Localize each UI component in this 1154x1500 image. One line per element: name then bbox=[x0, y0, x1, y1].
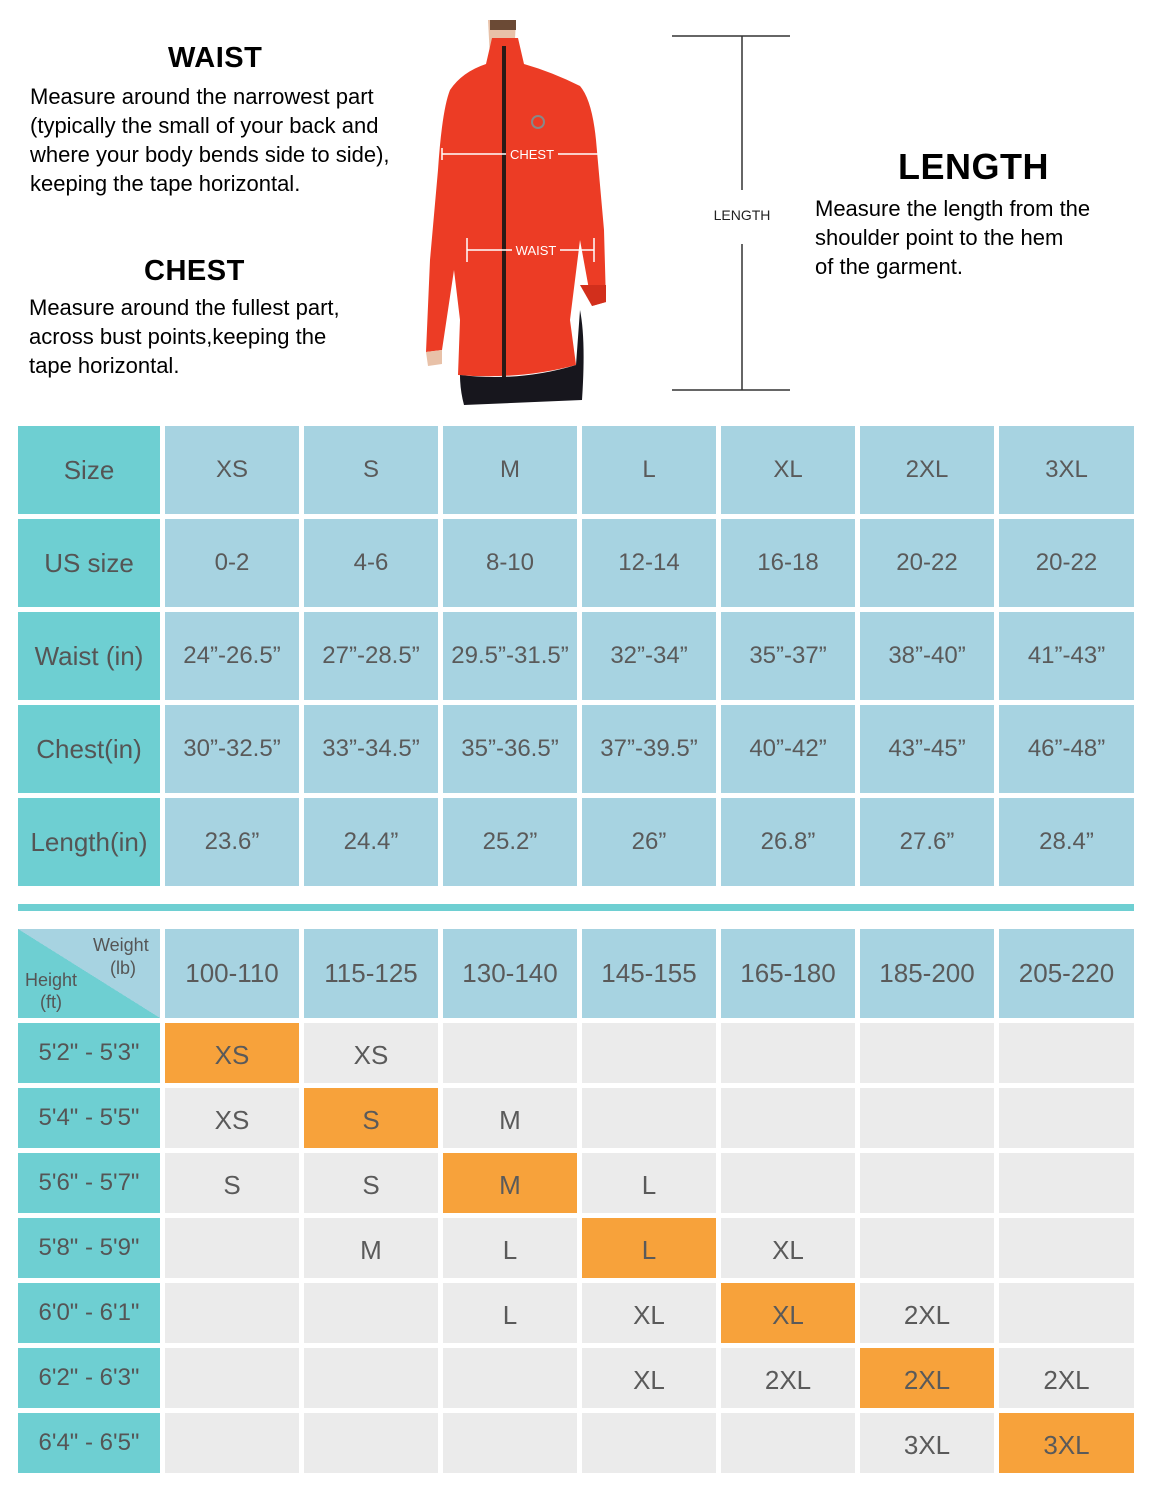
height-row-label: 5'8" - 5'9" bbox=[18, 1218, 160, 1278]
fit-size-cell bbox=[721, 1088, 855, 1148]
length-line: of the garment. bbox=[815, 254, 963, 279]
length-cell: 26.8” bbox=[721, 798, 855, 886]
height-axis-label: Height bbox=[25, 970, 78, 990]
chest-line: Measure around the fullest part, bbox=[29, 295, 340, 320]
waist-cell: 29.5”-31.5” bbox=[443, 612, 577, 700]
us-size-cell: 20-22 bbox=[860, 519, 994, 607]
length-cell: 27.6” bbox=[860, 798, 994, 886]
fit-size-cell: 2XL bbox=[999, 1348, 1134, 1408]
fit-size-cell: XS bbox=[304, 1023, 438, 1083]
fit-size-cell: L bbox=[443, 1218, 577, 1278]
us-size-cell: 20-22 bbox=[999, 519, 1134, 607]
height-unit-label: (ft) bbox=[40, 992, 62, 1012]
height-row-label: 5'6" - 5'7" bbox=[18, 1153, 160, 1213]
length-figure-label: LENGTH bbox=[713, 207, 771, 223]
waist-heading: WAIST bbox=[168, 42, 263, 74]
fit-size-cell: 2XL bbox=[721, 1348, 855, 1408]
fit-size-cell bbox=[165, 1283, 299, 1343]
waist-line: (typically the small of your back and bbox=[30, 113, 379, 138]
length-cell: 23.6” bbox=[165, 798, 299, 886]
weight-column-header: 165-180 bbox=[721, 929, 855, 1018]
length-line: shoulder point to the hem bbox=[815, 225, 1064, 250]
us-size-cell: 16-18 bbox=[721, 519, 855, 607]
waist-figure-label: WAIST bbox=[515, 243, 557, 258]
fit-size-cell bbox=[860, 1218, 994, 1278]
section-divider bbox=[18, 904, 1134, 911]
waist-cell: 27”-28.5” bbox=[304, 612, 438, 700]
height-row-label: 6'4" - 6'5" bbox=[18, 1413, 160, 1473]
waist-cell: 24”-26.5” bbox=[165, 612, 299, 700]
fit-size-cell: L bbox=[582, 1153, 716, 1213]
weight-column-header: 130-140 bbox=[443, 929, 577, 1018]
fit-size-cell bbox=[165, 1218, 299, 1278]
size-header: Size bbox=[18, 426, 160, 514]
waist-line: keeping the tape horizontal. bbox=[30, 171, 301, 196]
size-column-header: XS bbox=[165, 426, 299, 514]
fit-size-cell bbox=[304, 1348, 438, 1408]
height-row-label: 5'4" - 5'5" bbox=[18, 1088, 160, 1148]
fit-chart-table bbox=[18, 929, 1134, 1473]
weight-column-header: 100-110 bbox=[165, 929, 299, 1018]
fit-size-cell bbox=[860, 1088, 994, 1148]
size-column-header: S bbox=[304, 426, 438, 514]
chest-heading: CHEST bbox=[144, 255, 245, 287]
row-label-length: Length(in) bbox=[18, 798, 160, 886]
fit-size-cell bbox=[304, 1413, 438, 1473]
recommended-size-cell: S bbox=[304, 1088, 438, 1148]
fit-size-cell bbox=[999, 1218, 1134, 1278]
row-label-waist: Waist (in) bbox=[18, 612, 160, 700]
size-chart-table bbox=[18, 426, 1134, 886]
fit-size-cell: 3XL bbox=[860, 1413, 994, 1473]
fit-size-cell: S bbox=[165, 1153, 299, 1213]
fit-size-cell: M bbox=[304, 1218, 438, 1278]
size-column-header: 3XL bbox=[999, 426, 1134, 514]
fit-size-cell bbox=[999, 1088, 1134, 1148]
recommended-size-cell: 3XL bbox=[999, 1413, 1134, 1473]
chest-cell: 30”-32.5” bbox=[165, 705, 299, 793]
fit-size-cell bbox=[443, 1413, 577, 1473]
fit-size-cell: XL bbox=[721, 1218, 855, 1278]
chest-cell: 40”-42” bbox=[721, 705, 855, 793]
size-column-header: XL bbox=[721, 426, 855, 514]
recommended-size-cell: 2XL bbox=[860, 1348, 994, 1408]
fit-size-cell bbox=[443, 1348, 577, 1408]
fit-chart-corner bbox=[18, 929, 160, 1018]
waist-line: Measure around the narrowest part bbox=[30, 84, 374, 109]
fit-size-cell: 2XL bbox=[860, 1283, 994, 1343]
fit-size-cell bbox=[165, 1413, 299, 1473]
chest-cell: 37”-39.5” bbox=[582, 705, 716, 793]
length-cell: 26” bbox=[582, 798, 716, 886]
chest-cell: 43”-45” bbox=[860, 705, 994, 793]
height-row-label: 6'2" - 6'3" bbox=[18, 1348, 160, 1408]
row-label-us-size: US size bbox=[18, 519, 160, 607]
chest-cell: 35”-36.5” bbox=[443, 705, 577, 793]
waist-cell: 32”-34” bbox=[582, 612, 716, 700]
length-instructions bbox=[815, 194, 1090, 281]
fit-size-cell: M bbox=[443, 1088, 577, 1148]
fit-size-cell bbox=[443, 1023, 577, 1083]
chest-cell: 33”-34.5” bbox=[304, 705, 438, 793]
jacket-illustration bbox=[420, 20, 630, 408]
fit-size-cell: XL bbox=[582, 1348, 716, 1408]
weight-column-header: 145-155 bbox=[582, 929, 716, 1018]
row-label-chest: Chest(in) bbox=[18, 705, 160, 793]
fit-size-cell bbox=[999, 1283, 1134, 1343]
size-column-header: 2XL bbox=[860, 426, 994, 514]
length-cell: 28.4” bbox=[999, 798, 1134, 886]
waist-cell: 35”-37” bbox=[721, 612, 855, 700]
waist-instructions bbox=[30, 82, 390, 198]
weight-column-header: 185-200 bbox=[860, 929, 994, 1018]
fit-size-cell bbox=[721, 1023, 855, 1083]
fit-size-cell bbox=[304, 1283, 438, 1343]
fit-size-cell bbox=[860, 1023, 994, 1083]
fit-size-cell bbox=[721, 1153, 855, 1213]
fit-size-cell: XS bbox=[165, 1088, 299, 1148]
length-cell: 25.2” bbox=[443, 798, 577, 886]
waist-cell: 41”-43” bbox=[999, 612, 1134, 700]
fit-size-cell bbox=[582, 1023, 716, 1083]
fit-size-cell bbox=[999, 1023, 1134, 1083]
chest-instructions bbox=[29, 293, 340, 380]
fit-size-cell: S bbox=[304, 1153, 438, 1213]
chest-line: across bust points,keeping the bbox=[29, 324, 327, 349]
recommended-size-cell: L bbox=[582, 1218, 716, 1278]
us-size-cell: 0-2 bbox=[165, 519, 299, 607]
fit-size-cell bbox=[165, 1348, 299, 1408]
weight-unit-label: (lb) bbox=[110, 958, 136, 978]
weight-column-header: 115-125 bbox=[304, 929, 438, 1018]
size-column-header: L bbox=[582, 426, 716, 514]
chest-line: tape horizontal. bbox=[29, 353, 180, 378]
fit-size-cell bbox=[582, 1413, 716, 1473]
weight-axis-label: Weight bbox=[93, 935, 149, 955]
length-cell: 24.4” bbox=[304, 798, 438, 886]
length-heading: LENGTH bbox=[898, 146, 1049, 187]
waist-cell: 38”-40” bbox=[860, 612, 994, 700]
us-size-cell: 8-10 bbox=[443, 519, 577, 607]
size-column-header: M bbox=[443, 426, 577, 514]
fit-size-cell bbox=[999, 1153, 1134, 1213]
fit-size-cell bbox=[582, 1088, 716, 1148]
height-row-label: 5'2" - 5'3" bbox=[18, 1023, 160, 1083]
us-size-cell: 12-14 bbox=[582, 519, 716, 607]
recommended-size-cell: XL bbox=[721, 1283, 855, 1343]
recommended-size-cell: M bbox=[443, 1153, 577, 1213]
fit-size-cell: XL bbox=[582, 1283, 716, 1343]
length-line: Measure the length from the bbox=[815, 196, 1091, 221]
fit-size-cell bbox=[721, 1413, 855, 1473]
length-measure-line bbox=[668, 30, 794, 396]
chest-cell: 46”-48” bbox=[999, 705, 1134, 793]
weight-column-header: 205-220 bbox=[999, 929, 1134, 1018]
chest-figure-label: CHEST bbox=[509, 147, 555, 162]
waist-line: where your body bends side to side), bbox=[30, 142, 390, 167]
height-row-label: 6'0" - 6'1" bbox=[18, 1283, 160, 1343]
recommended-size-cell: XS bbox=[165, 1023, 299, 1083]
fit-size-cell: L bbox=[443, 1283, 577, 1343]
us-size-cell: 4-6 bbox=[304, 519, 438, 607]
fit-size-cell bbox=[860, 1153, 994, 1213]
